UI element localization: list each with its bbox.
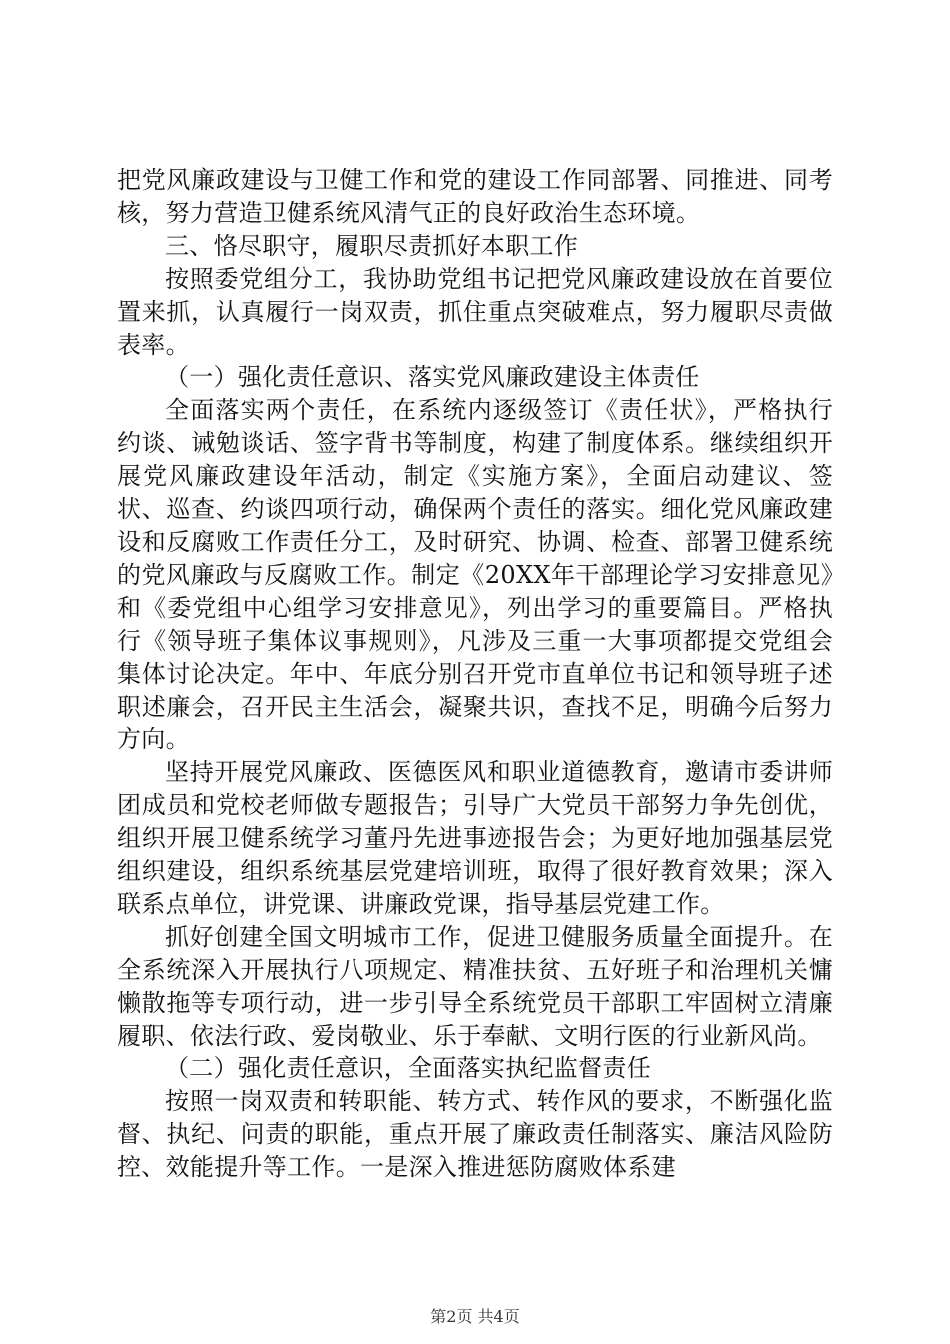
paragraph: 全面落实两个责任，在系统内逐级签订《责任状》，严格执行约谈、诫勉谈话、签字背书等制度，构建了制度体系。继续组织开展党风廉政建设年活动，制定《实施方案》，全面启动建议、签状、巡查、约谈四项行动，确保两个责任的落实。细化党风廉政建设和反腐败工作责任分工，及时研究、协调、检查、部署卫健系统的党风廉政与反腐败工作。制定《20XX年干部理论学习安排意见》和《委党组中心组学习安排意见》，列出学习的重要篇目。严格执行《领导班子集体议事规则》，凡涉及三重一大事项都提交党组会集体讨论决定。年中、年底分别召开党市直单位书记和领导班子述职述廉会，召开民主生活会，凝聚共识，查找不足，明确今后努力方向。 — [117, 396, 833, 754]
paragraph: 按照一岗双责和转职能、转方式、转作风的要求，不断强化监督、执纪、问责的职能，重点开展了廉政责任制落实、廉洁风险防控、效能提升等工作。一是深入推进惩防腐败体系建 — [117, 1087, 833, 1182]
subsection-heading-1: （一）强化责任意识、落实党风廉政建设主体责任 — [165, 363, 700, 392]
paragraph: 坚持开展党风廉政、医德医风和职业道德教育，邀请市委讲师团成员和党校老师做专题报告；引导广大党员干部努力争先创优，组织开展卫健系统学习董丹先进事迹报告会；为更好地加强基层党组织建设，组织系统基层党建培训班，取得了很好教育效果；深入联系点单位，讲党课、讲廉政党课，指导基层党建工作。 — [117, 758, 833, 918]
paragraph-continuation: 把党风廉政建设与卫健工作和党的建设工作同部署、同推进、同考核，努力营造卫健系统风清气正的良好政治生态环境。 — [117, 166, 833, 227]
paragraph: 抓好创建全国文明城市工作，促进卫健服务质量全面提升。在全系统深入开展执行八项规定、精准扶贫、五好班子和治理机关慵懒散拖等专项行动，进一步引导全系统党员干部职工牢固树立清廉履职、依法行政、爱岗敬业、乐于奉献、文明行医的行业新风尚。 — [117, 922, 833, 1050]
paragraph: 按照委党组分工，我协助党组书记把党风廉政建设放在首要位置来抓，认真履行一岗双责，抓住重点突破难点，努力履职尽责做表率。 — [117, 264, 833, 359]
section-heading-3: 三、恪尽职守，履职尽责抓好本职工作 — [165, 231, 579, 260]
document-body — [117, 164, 833, 1184]
page-number-footer: 第2页 共4页 — [430, 1307, 520, 1326]
subsection-heading-2: （二）强化责任意识，全面落实执纪监督责任 — [165, 1054, 651, 1083]
